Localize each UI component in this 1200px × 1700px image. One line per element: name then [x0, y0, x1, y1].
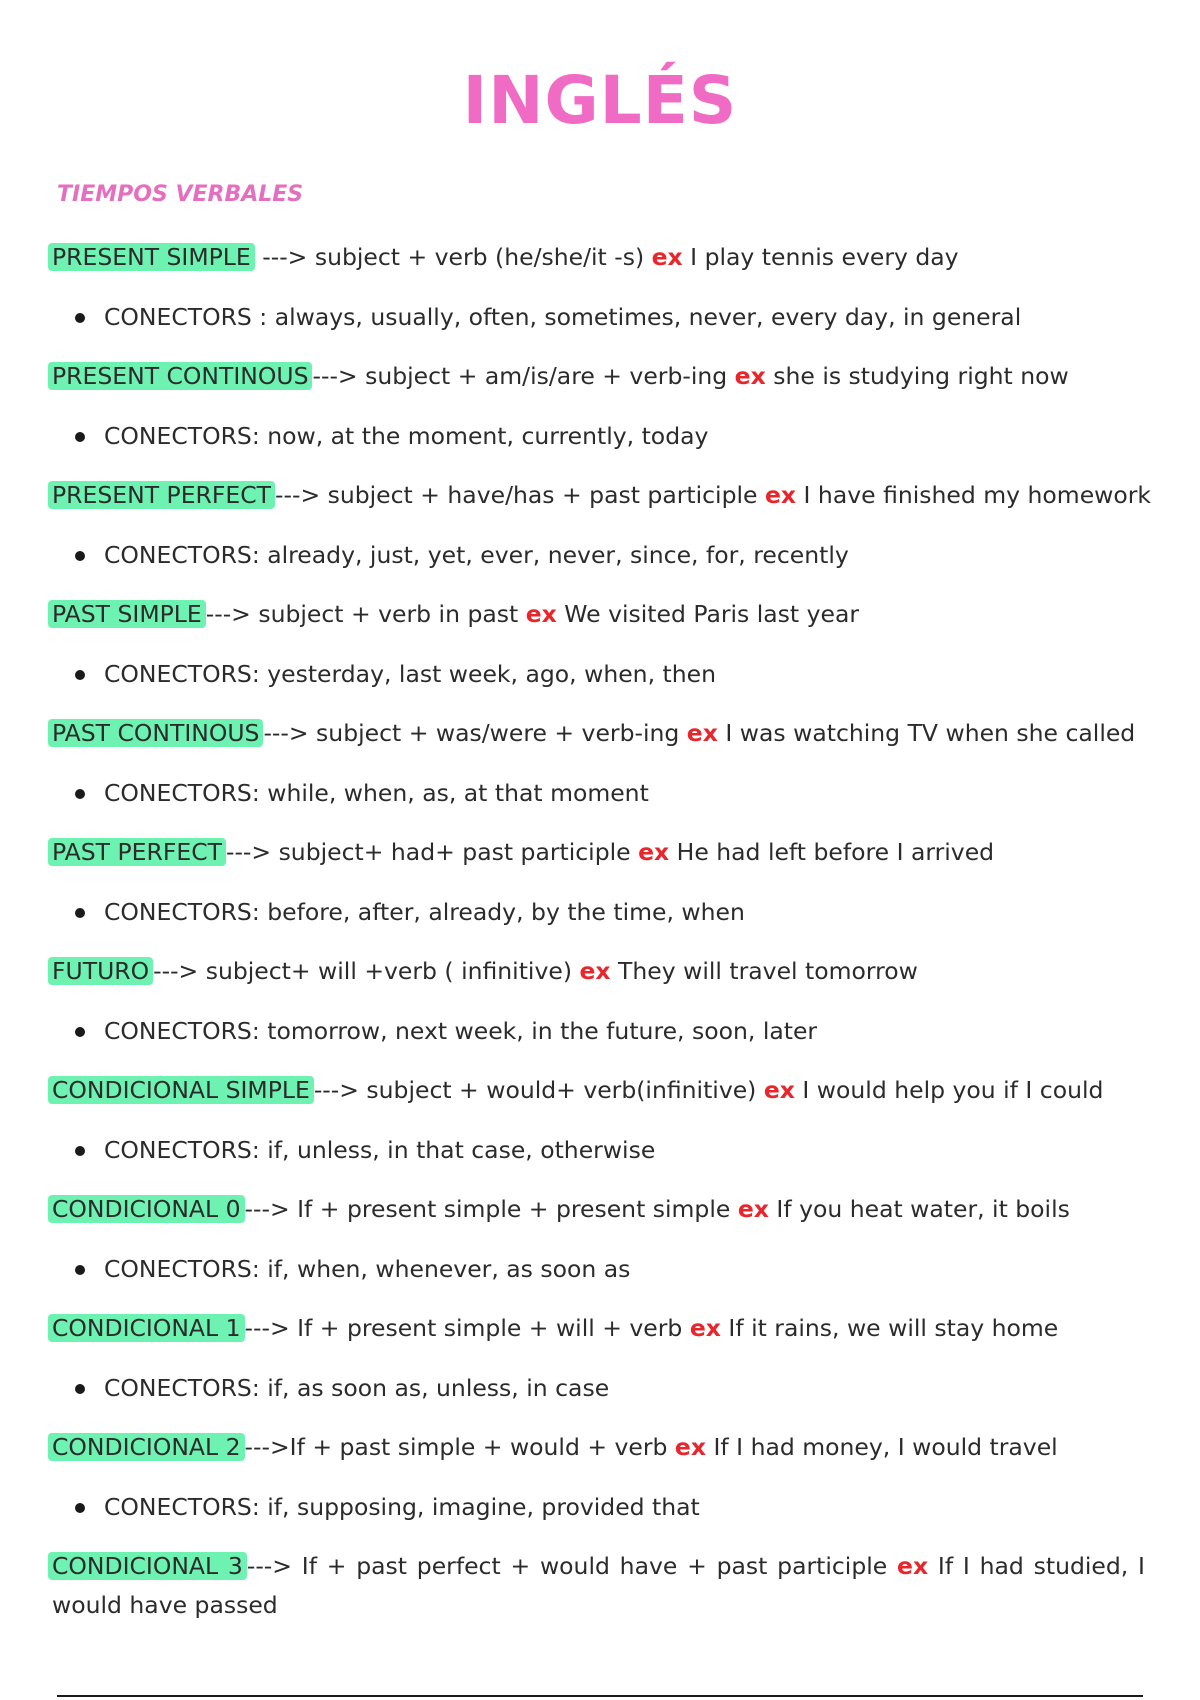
tense-formula: ---> subject+ will +verb ( infinitive): [153, 957, 580, 985]
section-heading: TIEMPOS VERBALES: [57, 182, 304, 207]
connectors-item: [0, 1369, 1200, 1408]
tense-entry: [0, 1428, 1200, 1527]
tense-rule: [52, 1309, 1145, 1348]
connectors-item: [0, 417, 1200, 456]
connectors-text: CONECTORS: if, as soon as, unless, in case: [104, 1374, 610, 1402]
tense-rule: [52, 1190, 1145, 1229]
page-title: INGLÉS: [462, 62, 738, 139]
tense-formula: ---> If + present simple + present simple: [244, 1195, 738, 1223]
example-sentence: If I had studied, I would have passed: [52, 1552, 1145, 1619]
tense-formula: ---> subject + verb in past: [205, 600, 526, 628]
connectors-text: CONECTORS: before, after, already, by the time, when: [104, 898, 745, 926]
tense-rule: [52, 1547, 1145, 1625]
bullet-icon: [75, 432, 85, 442]
tense-rule: [52, 833, 1145, 872]
tense-name-highlight: CONDICIONAL 1: [48, 1314, 245, 1342]
bullet-icon: [75, 1265, 85, 1275]
tense-entry: [0, 1071, 1200, 1170]
tense-name-highlight: FUTURO: [48, 957, 153, 985]
example-sentence: They will travel tomorrow: [610, 957, 918, 985]
tense-name-highlight: CONDICIONAL 0: [48, 1195, 245, 1223]
tense-formula: ---> subject + would+ verb(infinitive): [313, 1076, 764, 1104]
example-marker: ex: [734, 362, 766, 390]
example-sentence: If I had money, I would travel: [706, 1433, 1058, 1461]
connectors-text: CONECTORS: now, at the moment, currently, today: [104, 422, 709, 450]
bottom-divider: [57, 1695, 1143, 1697]
tense-rule: [52, 714, 1145, 753]
example-sentence: He had left before I arrived: [669, 838, 995, 866]
tense-entry: [0, 595, 1200, 694]
tense-formula: ---> If + past perfect + would have + past participle: [246, 1552, 898, 1580]
example-sentence: she is studying right now: [765, 362, 1069, 390]
tense-rule: [52, 1071, 1145, 1110]
example-marker: ex: [763, 1076, 795, 1104]
example-sentence: I have finished my homework: [796, 481, 1152, 509]
tense-formula: ---> subject + verb (he/she/it -s): [254, 243, 652, 271]
bullet-icon: [75, 551, 85, 561]
tense-name-highlight: CONDICIONAL 2: [48, 1433, 245, 1461]
connectors-text: CONECTORS: yesterday, last week, ago, when, then: [104, 660, 716, 688]
tense-entry: [0, 1547, 1200, 1625]
tense-rule: [52, 952, 1145, 991]
connectors-text: CONECTORS: tomorrow, next week, in the future, soon, later: [104, 1017, 818, 1045]
tense-rule: [52, 1428, 1145, 1467]
example-marker: ex: [897, 1552, 929, 1580]
example-marker: ex: [525, 600, 557, 628]
tense-entry: [0, 1190, 1200, 1289]
bullet-icon: [75, 1027, 85, 1037]
example-sentence: I was watching TV when she called: [717, 719, 1136, 747]
example-marker: ex: [737, 1195, 769, 1223]
connectors-text: CONECTORS: if, supposing, imagine, provided that: [104, 1493, 700, 1521]
tense-formula: ---> subject + am/is/are + verb-ing: [312, 362, 735, 390]
tense-entry: [0, 238, 1200, 337]
tense-entry: [0, 1309, 1200, 1408]
example-marker: ex: [686, 719, 718, 747]
tense-rule: [52, 357, 1145, 396]
example-sentence: I would help you if I could: [794, 1076, 1104, 1104]
connectors-item: [0, 1012, 1200, 1051]
tense-name-highlight: PRESENT CONTINOUS: [48, 362, 312, 390]
example-marker: ex: [764, 481, 797, 509]
example-sentence: If it rains, we will stay home: [720, 1314, 1059, 1342]
bullet-icon: [75, 1503, 85, 1513]
bullet-icon: [75, 313, 85, 323]
connectors-item: [0, 1250, 1200, 1289]
example-marker: ex: [674, 1433, 707, 1461]
tense-name-highlight: CONDICIONAL SIMPLE: [48, 1076, 314, 1104]
tense-rule: [52, 476, 1152, 515]
tense-rule: [52, 238, 1145, 277]
example-sentence: We visited Paris last year: [556, 600, 860, 628]
connectors-item: [0, 536, 1200, 575]
bullet-icon: [75, 1146, 85, 1156]
tense-rule: [52, 595, 1145, 634]
tense-entry: [0, 357, 1200, 456]
tense-entry: [0, 714, 1200, 813]
connectors-text: CONECTORS: if, unless, in that case, otherwise: [104, 1136, 656, 1164]
tense-name-highlight: PAST SIMPLE: [48, 600, 206, 628]
tense-formula: ---> subject+ had+ past participle: [225, 838, 639, 866]
example-marker: ex: [638, 838, 670, 866]
tense-entry: [0, 476, 1200, 575]
tense-name-highlight: CONDICIONAL 3: [48, 1552, 247, 1580]
bullet-icon: [75, 908, 85, 918]
connectors-text: CONECTORS: already, just, yet, ever, never, since, for, recently: [104, 541, 849, 569]
example-marker: ex: [579, 957, 611, 985]
tense-formula: --->If + past simple + would + verb: [244, 1433, 675, 1461]
tense-formula: ---> If + present simple + will + verb: [244, 1314, 690, 1342]
connectors-item: [0, 1131, 1200, 1170]
example-marker: ex: [689, 1314, 721, 1342]
tense-name-highlight: PRESENT PERFECT: [48, 481, 275, 509]
tense-name-highlight: PRESENT SIMPLE: [48, 243, 255, 271]
connectors-text: CONECTORS: while, when, as, at that moment: [104, 779, 649, 807]
tense-list: [0, 238, 1200, 1625]
tense-name-highlight: PAST CONTINOUS: [48, 719, 263, 747]
connectors-item: [0, 774, 1200, 813]
connectors-text: CONECTORS : always, usually, often, sometimes, never, every day, in general: [104, 303, 1022, 331]
tense-name-highlight: PAST PERFECT: [48, 838, 226, 866]
bullet-icon: [75, 670, 85, 680]
bullet-icon: [75, 789, 85, 799]
example-marker: ex: [651, 243, 683, 271]
bullet-icon: [75, 1384, 85, 1394]
connectors-item: [0, 298, 1200, 337]
example-sentence: I play tennis every day: [682, 243, 959, 271]
tense-entry: [0, 952, 1200, 1051]
tense-formula: ---> subject + was/were + verb-ing: [263, 719, 687, 747]
connectors-item: [0, 893, 1200, 932]
connectors-item: [0, 1488, 1200, 1527]
example-sentence: If you heat water, it boils: [768, 1195, 1070, 1223]
connectors-text: CONECTORS: if, when, whenever, as soon as: [104, 1255, 631, 1283]
connectors-item: [0, 655, 1200, 694]
tense-formula: ---> subject + have/has + past participle: [275, 481, 765, 509]
tense-entry: [0, 833, 1200, 932]
